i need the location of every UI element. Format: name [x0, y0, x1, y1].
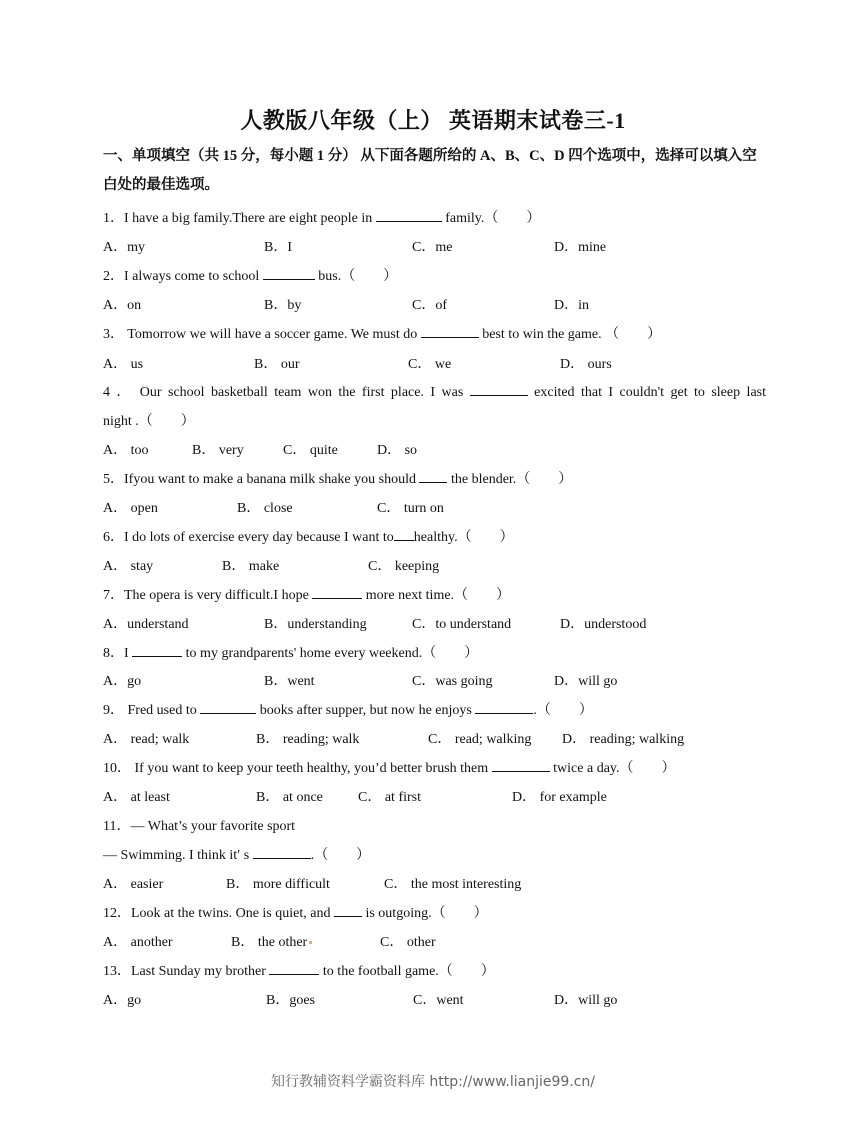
option-b: B．by — [264, 298, 302, 313]
option-b: B．went — [264, 674, 315, 689]
option-c: C． at first — [358, 790, 421, 805]
question-11-reply: — Swimming. I think it′ s .（ ） — [103, 844, 370, 864]
question-11: 11．— What’s your favorite sport — [103, 819, 296, 834]
question-13: 13．Last Sunday my brother to the football game.（ ） — [103, 960, 495, 980]
answer-blank — [470, 382, 528, 396]
question-4-continued: night .（ ） — [103, 414, 195, 429]
option-b: B． more difficult — [226, 877, 330, 892]
option-a: A．go — [103, 674, 142, 689]
question-3: 3． Tomorrow we will have a soccer game. We must do best to win the game. （ ） — [103, 323, 661, 343]
answer-blank — [200, 700, 256, 714]
answer-blank — [269, 961, 319, 975]
option-b: B． make — [222, 559, 280, 574]
question-1: 1．I have a big family.There are eight people in family.（ ） — [103, 207, 540, 227]
answer-blank — [394, 527, 414, 541]
question-7: 7．The opera is very difficult.I hope more next time.（ ） — [103, 584, 510, 604]
answer-blank — [475, 700, 533, 714]
option-a: A． open — [103, 501, 158, 516]
option-a: A． stay — [103, 559, 154, 574]
option-c: C． other — [380, 935, 436, 950]
answer-blank — [312, 585, 362, 599]
option-b: B．goes — [266, 993, 315, 1008]
option-b: B． close — [237, 501, 293, 516]
option-a: A． easier — [103, 877, 164, 892]
option-b: B． very — [192, 443, 244, 458]
answer-blank — [132, 643, 182, 657]
option-d: D． reading; walking — [562, 732, 685, 747]
option-a: A．go — [103, 993, 142, 1008]
option-c: C．went — [413, 993, 464, 1008]
option-c: C．of — [412, 298, 447, 313]
option-a: A． another — [103, 935, 173, 950]
option-d: D． so — [377, 443, 418, 458]
option-d: D．in — [554, 298, 589, 313]
option-c: C． turn on — [377, 501, 444, 516]
option-c: C． keeping — [368, 559, 440, 574]
option-d: D．will go — [554, 993, 618, 1008]
option-b: B． reading; walk — [256, 732, 360, 747]
option-a: A．understand — [103, 617, 189, 632]
section-heading: 一、单项填空（共 15 分，每小题 1 分） 从下面各题所给的 A、B、C、D 四个选项中，选择可以填入空白处的最佳选项。 — [103, 148, 757, 193]
option-b: B． the other — [231, 931, 312, 951]
option-b: B． our — [254, 357, 300, 372]
option-c: C．me — [412, 240, 453, 255]
answer-blank — [334, 903, 362, 917]
option-a: A． at least — [103, 790, 170, 805]
option-b: B．I — [264, 240, 292, 255]
option-c: C． read; walking — [428, 732, 532, 747]
option-d: D． for example — [512, 790, 607, 805]
option-c: C． quite — [283, 443, 338, 458]
answer-blank — [421, 324, 479, 338]
stray-mark — [309, 941, 312, 944]
question-9: 9． Fred used to books after supper, but now he enjoys .（ ） — [103, 699, 593, 719]
option-b: B．understanding — [264, 617, 367, 632]
question-8: 8．I to my grandparents' home every weekend.（ ） — [103, 642, 478, 662]
question-2: 2．I always come to school bus.（ ） — [103, 265, 397, 285]
option-a: A． us — [103, 357, 144, 372]
option-c: C．to understand — [412, 617, 512, 632]
option-a: A．on — [103, 298, 142, 313]
option-a: A．my — [103, 240, 145, 255]
question-12: 12．Look at the twins. One is quiet, and is outgoing.（ ） — [103, 902, 488, 922]
answer-blank — [253, 845, 311, 859]
footer-watermark: 知行教辅资料学霸资料库 http://www.lianjie99.cn/ — [270, 1074, 596, 1090]
option-a: A． read; walk — [103, 732, 190, 747]
question-5: 5．Ifyou want to make a banana milk shake you should the blender.（ ） — [103, 468, 572, 488]
option-d: D．will go — [554, 674, 618, 689]
option-d: D．mine — [554, 240, 607, 255]
option-c: C． the most interesting — [384, 877, 522, 892]
question-4: 4 ． Our school basketball team won the first place. I was excited that I couldn't get to sleep last — [103, 381, 766, 401]
answer-blank — [376, 208, 442, 222]
option-d: D． ours — [560, 357, 612, 372]
question-6: 6．I do lots of exercise every day because I want to healthy.（ ） — [103, 526, 514, 546]
answer-blank — [419, 469, 447, 483]
question-10: 10． If you want to keep your teeth healthy, you’d better brush them twice a day.（ ） — [103, 757, 676, 777]
page-title: 人教版八年级（上） 英语期末试卷三-1 — [240, 108, 626, 133]
option-c: C． we — [408, 357, 452, 372]
option-a: A． too — [103, 443, 149, 458]
option-c: C．was going — [412, 674, 493, 689]
option-b: B． at once — [256, 790, 323, 805]
answer-blank — [263, 266, 315, 280]
option-d: D．understood — [560, 617, 647, 632]
answer-blank — [492, 758, 550, 772]
